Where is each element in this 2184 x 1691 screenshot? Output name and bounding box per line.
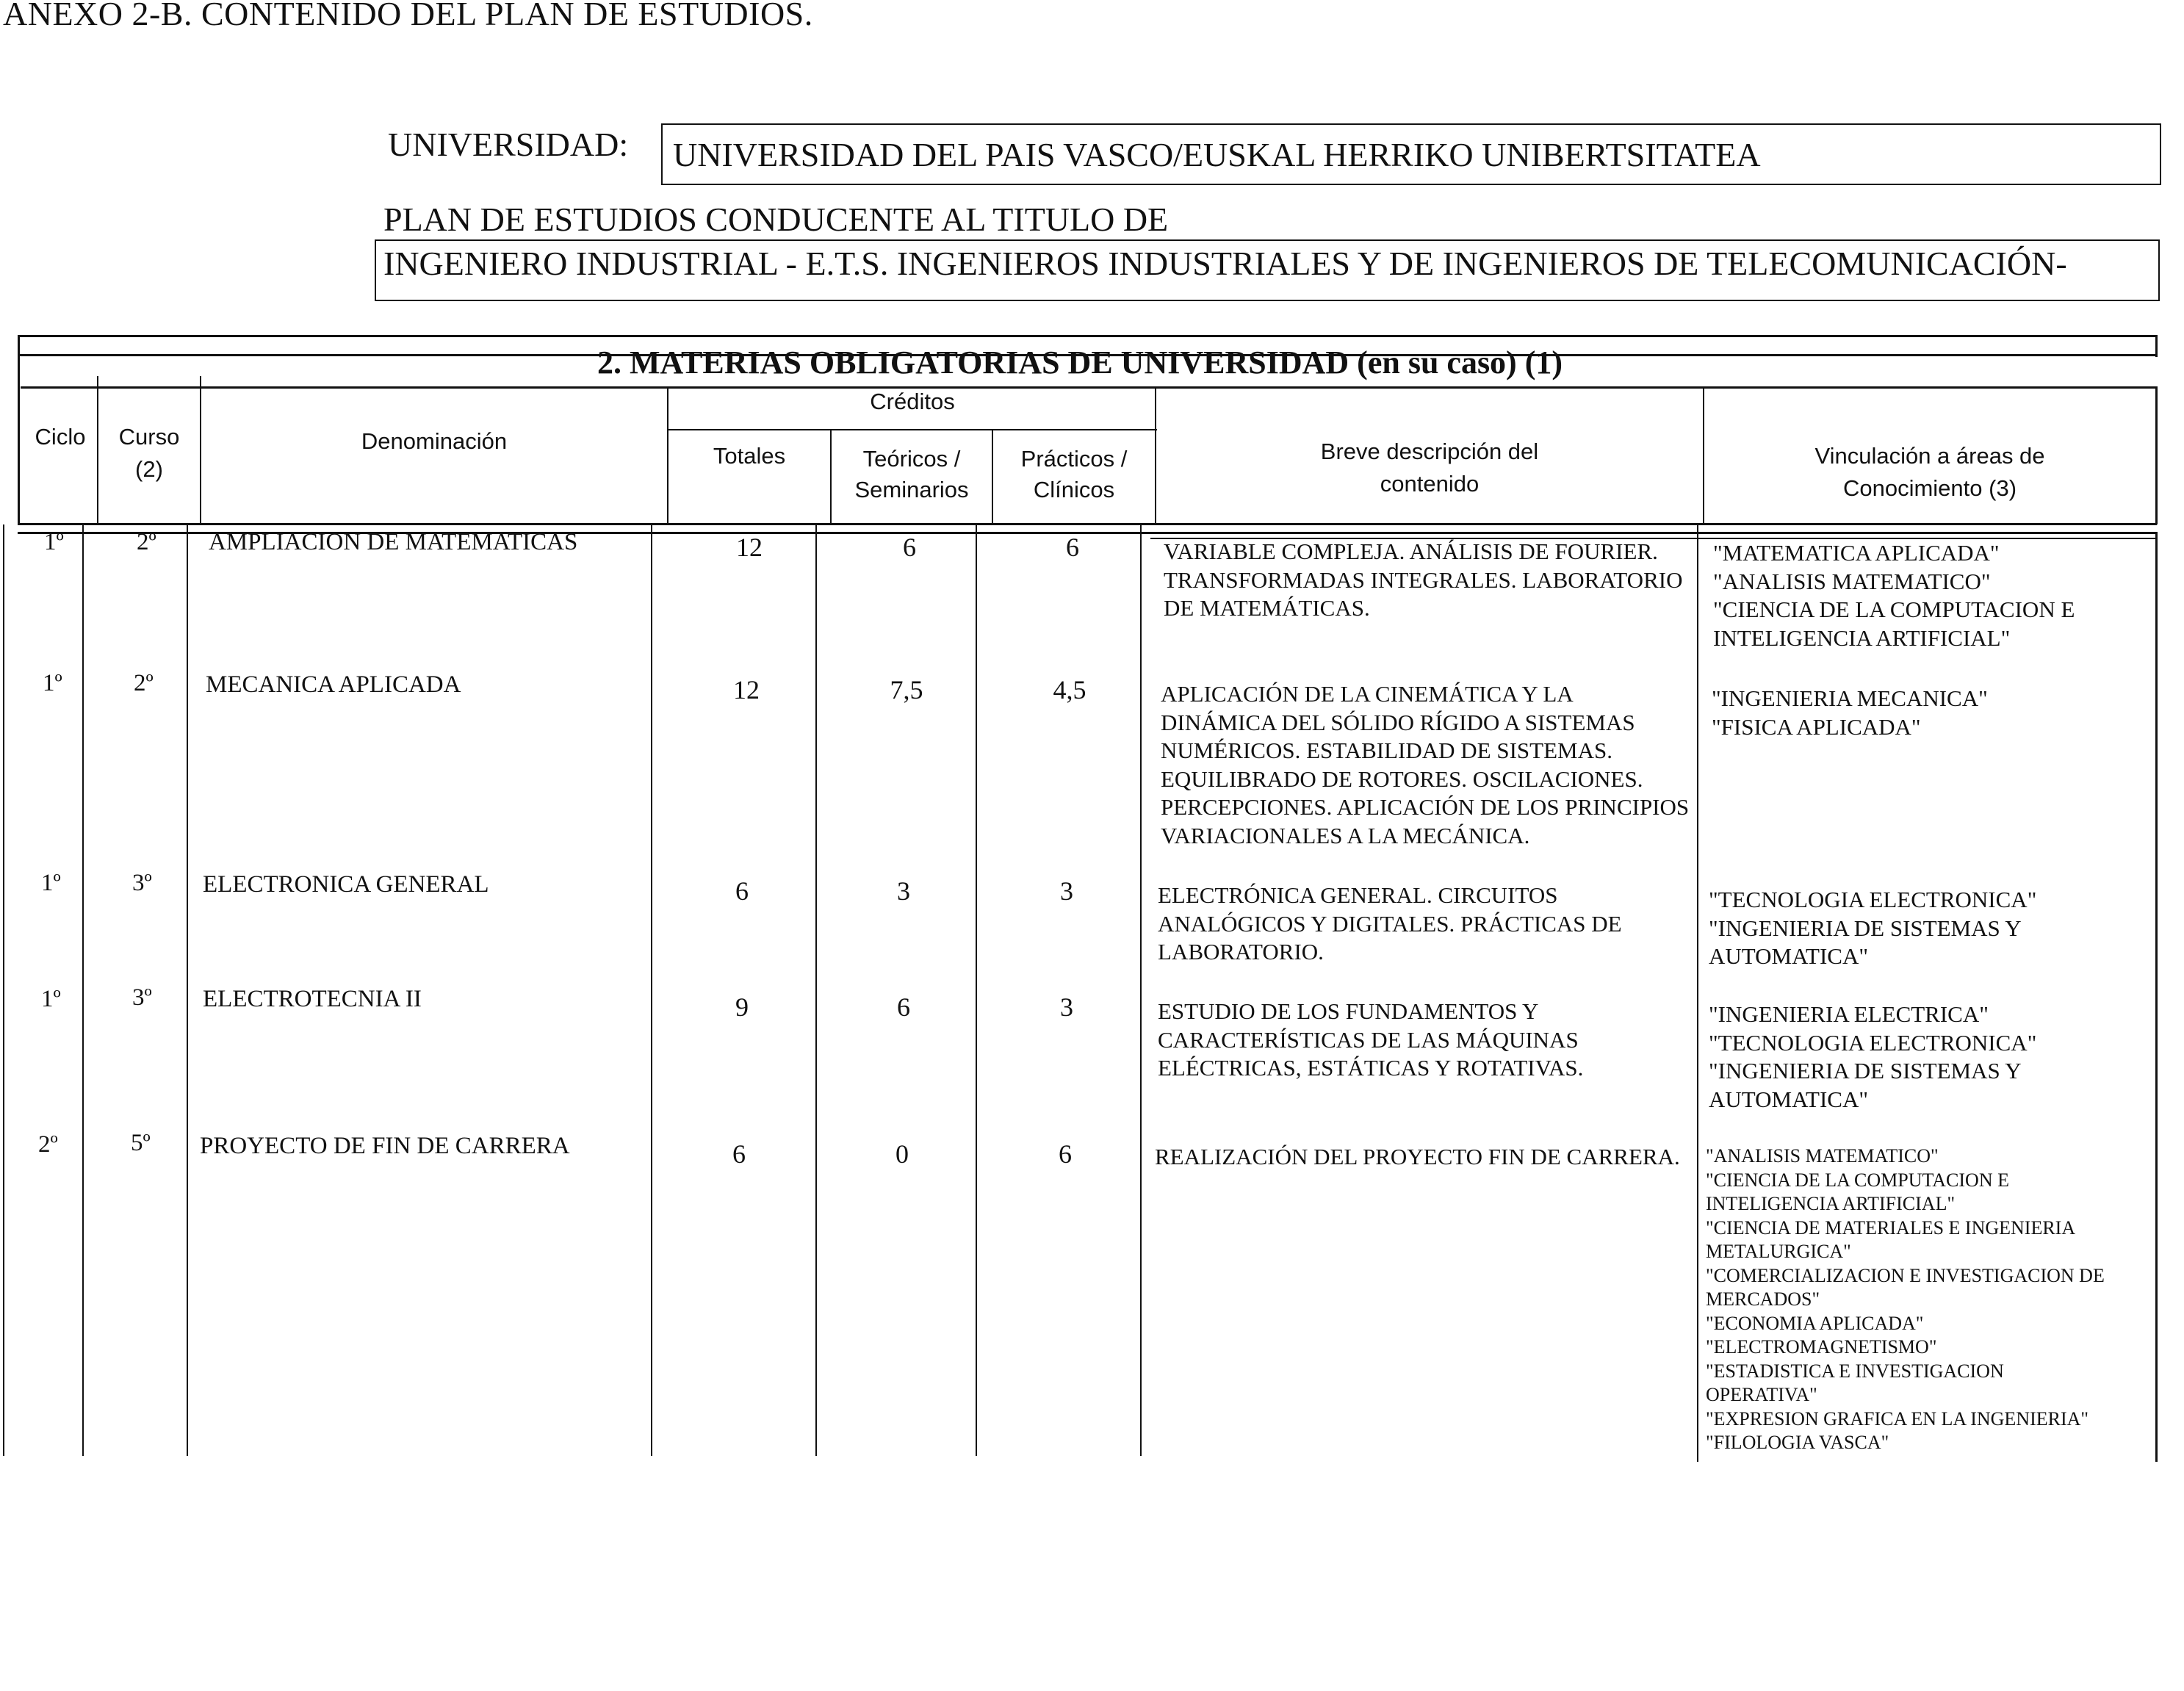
row-ciclo: 2º xyxy=(38,1131,58,1158)
area-line: "CIENCIA DE LA COMPUTACION E xyxy=(1713,596,2075,622)
area-line: "CIENCIA DE MATERIALES E INGENIERIA xyxy=(1706,1216,2076,1238)
area-line: "ANALISIS MATEMATICO" xyxy=(1713,568,1991,594)
row-practicos: 3 xyxy=(1060,992,1073,1022)
descripcion-line: LABORATORIO. xyxy=(1158,939,1324,965)
area-line: "ANALISIS MATEMATICO" xyxy=(1706,1145,1939,1167)
row-ciclo: 1º xyxy=(41,870,61,896)
universidad-label: UNIVERSIDAD: xyxy=(388,126,629,163)
row-areas xyxy=(1709,1000,2036,1114)
header-totales: Totales xyxy=(713,443,786,469)
row-totales: 12 xyxy=(736,533,763,562)
row-teoricos: 3 xyxy=(897,876,910,906)
header-ciclo: Ciclo xyxy=(35,424,86,450)
descripcion-line: ELÉCTRICAS, ESTÁTICAS Y ROTATIVAS. xyxy=(1158,1055,1584,1081)
row-curso: 2º xyxy=(134,670,154,696)
descripcion-line: TRANSFORMADAS INTEGRALES. LABORATORIO xyxy=(1164,566,1683,593)
area-line: "INGENIERIA DE SISTEMAS Y xyxy=(1709,915,2022,941)
header-creditos: Créditos xyxy=(870,389,955,414)
row-practicos: 3 xyxy=(1060,876,1073,906)
header-denominacion: Denominación xyxy=(361,428,508,454)
header-practicos-2: Clínicos xyxy=(1033,477,1115,502)
header-practicos-1: Prácticos / xyxy=(1020,446,1128,472)
area-line: "TECNOLOGIA ELECTRONICA" xyxy=(1709,887,2037,912)
row-teoricos: 0 xyxy=(895,1139,909,1169)
header-vinculacion-2: Conocimiento (3) xyxy=(1842,475,2017,501)
row-practicos: 6 xyxy=(1059,1139,1072,1169)
descripcion-line: VARIABLE COMPLEJA. ANÁLISIS DE FOURIER. xyxy=(1164,538,1658,564)
area-line: "EXPRESION GRAFICA EN LA INGENIERIA" xyxy=(1706,1407,2089,1429)
plan-label: PLAN DE ESTUDIOS CONDUCENTE AL TITULO DE xyxy=(383,201,1169,238)
row-practicos: 6 xyxy=(1066,533,1079,562)
area-line: "TECNOLOGIA ELECTRONICA" xyxy=(1709,1029,2037,1056)
row-denominacion: PROYECTO DE FIN DE CARRERA xyxy=(200,1133,570,1159)
area-line: "INGENIERIA ELECTRICA" xyxy=(1709,1001,1989,1027)
descripcion-line: ESTUDIO DE LOS FUNDAMENTOS Y xyxy=(1158,998,1539,1024)
row-ciclo: 1º xyxy=(41,986,61,1012)
row-areas xyxy=(1706,1144,2105,1455)
row-curso: 2º xyxy=(137,529,156,555)
descripcion-line: PERCEPCIONES. APLICACIÓN DE LOS PRINCIPIOS xyxy=(1161,794,1690,820)
area-line: INTELIGENCIA ARTIFICIAL" xyxy=(1713,624,2011,651)
descripcion-line: DE MATEMÁTICAS. xyxy=(1164,595,1370,621)
row-curso: 3º xyxy=(132,984,152,1011)
annex-title: ANEXO 2-B. CONTENIDO DEL PLAN DE ESTUDIOS. xyxy=(3,0,813,32)
row-denominacion: ELECTRONICA GENERAL xyxy=(203,871,489,898)
descripcion-line: APLICACIÓN DE LA CINEMÁTICA Y LA xyxy=(1161,681,1574,707)
row-teoricos: 6 xyxy=(897,992,910,1022)
area-line: "MATEMATICA APLICADA" xyxy=(1713,540,2000,566)
row-descripcion xyxy=(1161,680,1689,850)
header-curso-note: (2) xyxy=(135,456,163,482)
row-denominacion: AMPLIACION DE MATEMATICAS xyxy=(209,529,578,555)
descripcion-line: CARACTERÍSTICAS DE LAS MÁQUINAS xyxy=(1158,1026,1579,1053)
area-line: "COMERCIALIZACION E INVESTIGACION DE xyxy=(1706,1264,2105,1286)
row-denominacion: MECANICA APLICADA xyxy=(206,671,461,698)
row-descripcion xyxy=(1158,998,1583,1083)
area-line: MERCADOS" xyxy=(1706,1288,1820,1310)
area-line: "FISICA APLICADA" xyxy=(1712,713,1921,740)
row-areas xyxy=(1709,886,2036,971)
row-totales: 6 xyxy=(735,876,749,906)
row-descripcion xyxy=(1164,538,1682,623)
area-line: INTELIGENCIA ARTIFICIAL" xyxy=(1706,1193,1956,1214)
area-line: "ESTADISTICA E INVESTIGACION xyxy=(1706,1360,2004,1382)
descripcion-line: ANALÓGICOS Y DIGITALES. PRÁCTICAS DE xyxy=(1158,910,1622,937)
descripcion-line: VARIACIONALES A LA MECÁNICA. xyxy=(1161,822,1530,848)
descripcion-line: EQUILIBRADO DE ROTORES. OSCILACIONES. xyxy=(1161,765,1643,792)
header-vinculacion-1: Vinculación a áreas de xyxy=(1814,443,2045,469)
header-teoricos-2: Seminarios xyxy=(854,477,969,502)
universidad-name: UNIVERSIDAD DEL PAIS VASCO/EUSKAL HERRIKO UNIBERTSITATEA xyxy=(673,136,1761,173)
area-line: "INGENIERIA DE SISTEMAS Y xyxy=(1709,1058,2022,1084)
descripcion-line: REALIZACIÓN DEL PROYECTO FIN DE CARRERA. xyxy=(1155,1144,1680,1169)
header-curso: Curso xyxy=(118,424,180,450)
header-teoricos-1: Teóricos / xyxy=(862,446,961,472)
area-line: OPERATIVA" xyxy=(1706,1384,1817,1405)
row-descripcion xyxy=(1155,1143,1680,1172)
area-line: "ECONOMIA APLICADA" xyxy=(1706,1312,1924,1334)
row-teoricos: 7,5 xyxy=(890,675,923,704)
row-ciclo: 1º xyxy=(43,670,62,696)
area-line: "CIENCIA DE LA COMPUTACION E xyxy=(1706,1169,2009,1191)
row-teoricos: 6 xyxy=(903,533,916,562)
row-descripcion xyxy=(1158,881,1622,967)
row-totales: 6 xyxy=(732,1139,746,1169)
area-line: AUTOMATICA" xyxy=(1709,1086,1869,1112)
degree-name: INGENIERO INDUSTRIAL - E.T.S. INGENIEROS INDUSTRIALES Y DE INGENIEROS DE TELECOMUNICACIÓN- xyxy=(383,245,2067,282)
descripcion-line: ELECTRÓNICA GENERAL. CIRCUITOS xyxy=(1158,882,1558,908)
section-title: 2. MATERIAS OBLIGATORIAS DE UNIVERSIDAD (en su caso) (1) xyxy=(597,345,1563,381)
area-line: METALURGICA" xyxy=(1706,1241,1851,1262)
descripcion-line: DINÁMICA DEL SÓLIDO RÍGIDO A SISTEMAS xyxy=(1161,709,1635,735)
area-line: "ELECTROMAGNETISMO" xyxy=(1706,1336,1937,1358)
area-line: "FILOLOGIA VASCA" xyxy=(1706,1432,1889,1453)
area-line: "INGENIERIA MECANICA" xyxy=(1712,685,1988,711)
descripcion-line: NUMÉRICOS. ESTABILIDAD DE SISTEMAS. xyxy=(1161,738,1612,763)
row-totales: 12 xyxy=(733,675,760,704)
row-totales: 9 xyxy=(735,992,749,1022)
row-curso: 3º xyxy=(132,870,152,896)
header-descripcion-2: contenido xyxy=(1380,471,1480,497)
area-line: AUTOMATICA" xyxy=(1709,943,1869,969)
row-areas xyxy=(1712,685,1988,741)
row-curso: 5º xyxy=(131,1130,151,1156)
row-denominacion: ELECTROTECNIA II xyxy=(203,986,422,1012)
row-practicos: 4,5 xyxy=(1053,675,1086,704)
row-ciclo: 1º xyxy=(44,529,64,555)
row-areas xyxy=(1713,539,2075,652)
header-descripcion-1: Breve descripción del xyxy=(1320,439,1539,464)
